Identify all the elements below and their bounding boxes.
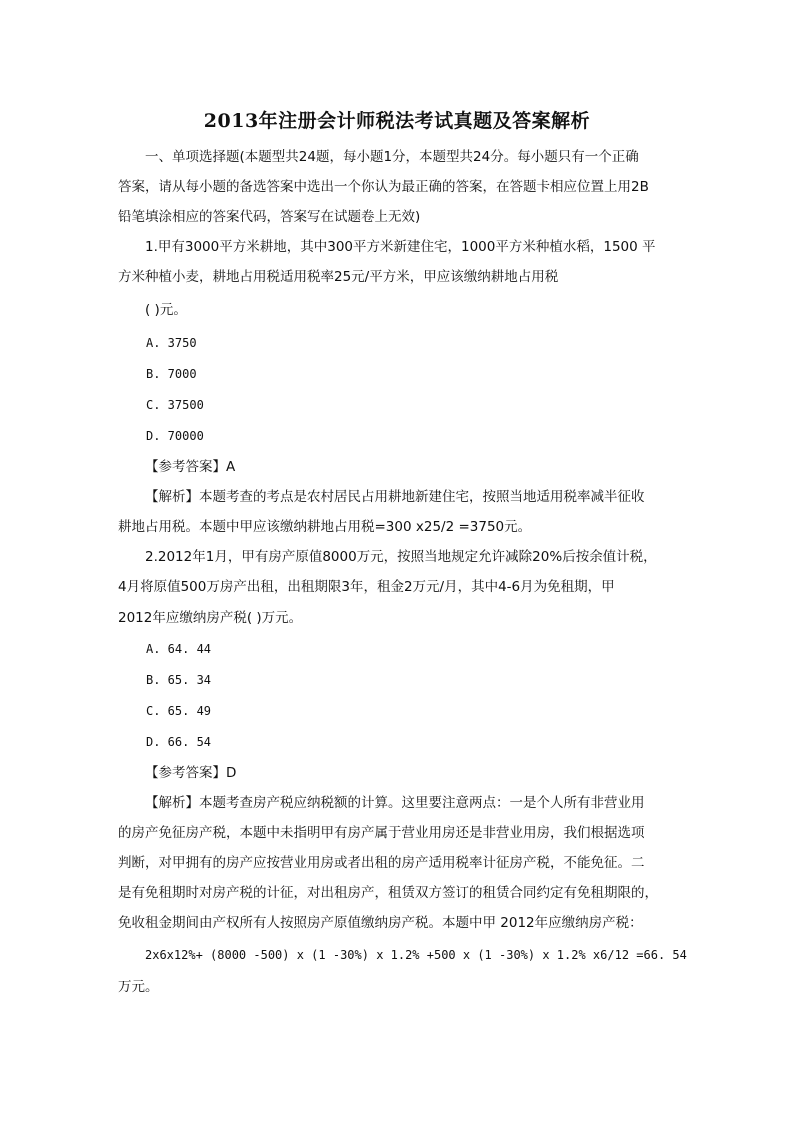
question-2-analysis: 判断，对甲拥有的房产应按营业用房或者出租的房产适用税率计征房产税，不能免征。二: [118, 855, 645, 871]
question-2-analysis: 【解析】本题考查房产税应纳税额的计算。这里要注意两点：一是个人所有非营业用: [145, 795, 645, 811]
question-1-option-c: C. 37500: [146, 398, 204, 412]
question-2-option-a: A. 64. 44: [146, 642, 212, 656]
question-2-stem: 4月将原值500万房产出租，出租期限3年，租金2万元/月，其中4-6月为免租期，甲: [118, 579, 615, 595]
question-1-stem: 方米种植小麦，耕地占用税适用税率25元/平方米，甲应该缴纳耕地占用税: [118, 269, 559, 285]
document-body: [118, 142, 687, 1002]
question-2-formula: 2x6x12%+ (8000 -500) x (1 -30%) x 1.2% +500 x (1 -30%) x 1.2% x6/12 =66. 54: [145, 948, 687, 962]
question-2-option-b: B. 65. 34: [146, 673, 212, 687]
question-2-stem: 2.2012年1月，甲有房产原值8000万元，按照当地规定允许减除20%后按余值计税，: [145, 549, 657, 565]
question-2-answer: 【参考答案】D: [145, 765, 237, 781]
section-intro-line: 铅笔填涂相应的答案代码，答案写在试题卷上无效): [118, 209, 421, 225]
section-intro-line: 一、单项选择题(本题型共24题，每小题1分，本题型共24分。每小题只有一个正确: [145, 149, 639, 165]
question-2-option-d: D. 66. 54: [146, 735, 212, 749]
question-1-analysis: 【解析】本题考查的考点是农村居民占用耕地新建住宅，按照当地适用税率减半征收: [145, 489, 645, 505]
question-1-option-b: B. 7000: [146, 367, 197, 381]
question-1-option-a: A. 3750: [146, 336, 197, 350]
question-1-option-d: D. 70000: [146, 429, 204, 443]
section-intro-line: 答案，请从每小题的备选答案中选出一个你认为最正确的答案，在答题卡相应位置上用2B: [118, 179, 649, 195]
question-2-analysis: 的房产免征房产税，本题中未指明甲有房产属于营业用房还是非营业用房，我们根据选项: [118, 825, 645, 841]
question-1-analysis: 耕地占用税。本题中甲应该缴纳耕地占用税=300 x25/2 =3750元。: [118, 519, 532, 535]
question-1-stem: 1.甲有3000平方米耕地，其中300平方米新建住宅，1000平方米种植水稻，1500 平: [145, 239, 656, 255]
document-title: 2013年注册会计师税法考试真题及答案解析: [203, 110, 591, 132]
question-2-analysis: 是有免租期时对房产税的计征，对出租房产，租赁双方签订的租赁合同约定有免租期限的，: [118, 885, 658, 901]
question-1-stem: ( )元。: [145, 302, 187, 318]
question-2-stem: 2012年应缴纳房产税( )万元。: [118, 610, 303, 626]
question-2-option-c: C. 65. 49: [146, 704, 212, 718]
question-1-answer: 【参考答案】A: [145, 459, 236, 475]
question-2-formula-unit: 万元。: [118, 979, 159, 995]
question-2-analysis: 免收租金期间由产权所有人按照房产原值缴纳房产税。本题中甲 2012年应缴纳房产税：: [118, 915, 643, 931]
